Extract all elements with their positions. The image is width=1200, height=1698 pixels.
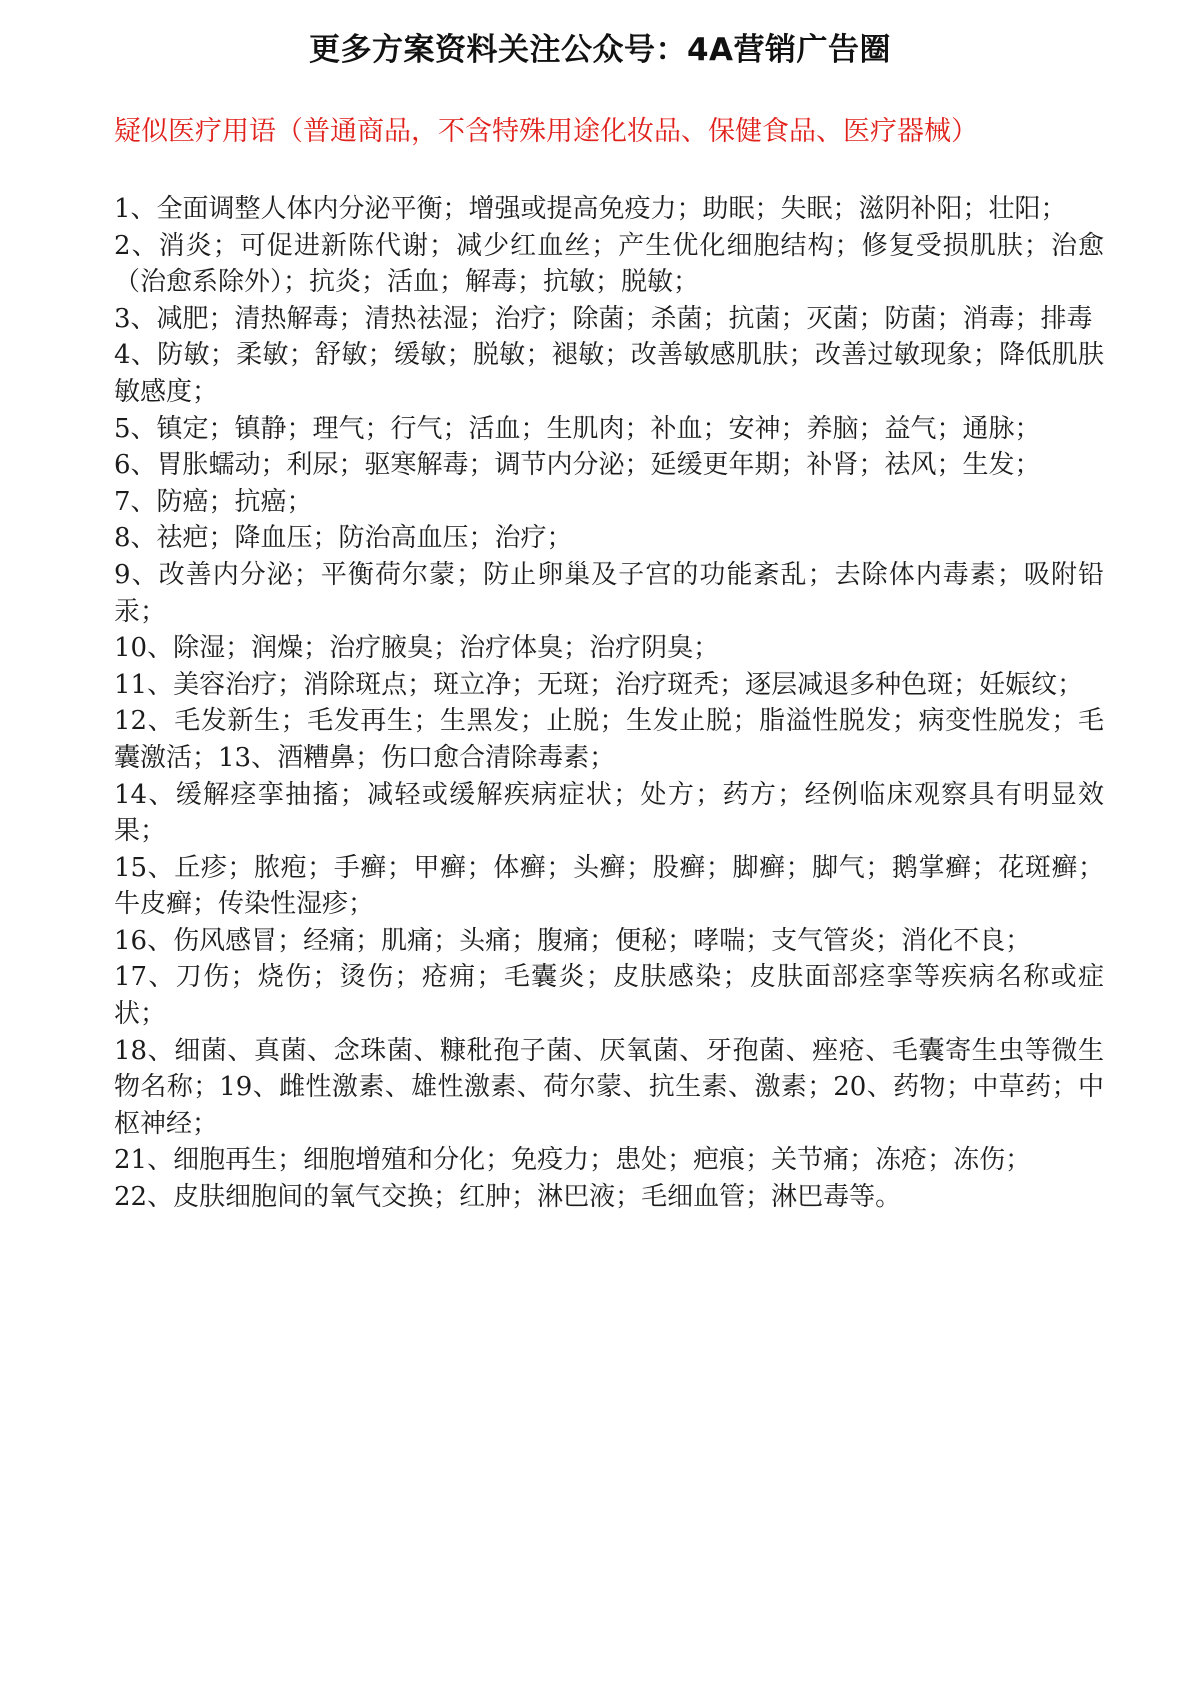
- list-item: 10、除湿；润燥；治疗腋臭；治疗体臭；治疗阴臭；: [114, 633, 720, 664]
- list-item: 9、改善内分泌；平衡荷尔蒙；防止卵巢及子宫的功能紊乱；去除体内毒素；吸附铅汞；: [114, 559, 1104, 627]
- list-item: 1、全面调整人体内分泌平衡；增强或提高免疫力；助眠；失眠；滋阴补阳；壮阳；: [114, 194, 1067, 224]
- list-item: 17、刀伤；烧伤；烫伤；疮痈；毛囊炎；皮肤感染；皮肤面部痉挛等疾病名称或症状；: [114, 962, 1104, 1030]
- list-item: 7、防癌；抗癌；: [114, 486, 313, 517]
- list-item: 6、胃胀蠕动；利尿；驱寒解毒；调节内分泌；延缓更年期；补肾；祛风；生发；: [114, 450, 1041, 481]
- terms-list: [114, 191, 1104, 1216]
- list-item: 21、细胞再生；细胞增殖和分化；免疫力；患处；疤痕；关节痛；冻疮；冻伤；: [114, 1145, 1032, 1176]
- list-item: 3、减肥；清热解毒；清热祛湿；治疗；除菌；杀菌；抗菌；灭菌；防菌；消毒；排毒: [114, 303, 1093, 334]
- list-item: 5、镇定；镇静；理气；行气；活血；生肌肉；补血；安神；养脑；益气；通脉；: [114, 413, 1041, 444]
- list-item: 4、防敏；柔敏；舒敏；缓敏；脱敏；褪敏；改善敏感肌肤；改善过敏现象；降低肌肤敏感度；: [114, 340, 1104, 407]
- list-item: 14、缓解痉挛抽搐；减轻或缓解疾病症状；处方；药方；经例临床观察具有明显效果；: [114, 779, 1104, 847]
- list-item: 2、消炎；可促进新陈代谢；减少红血丝；产生优化细胞结构；修复受损肌肤；治愈（治愈系除外）；抗炎；活血；解毒；抗敏；脱敏；: [114, 230, 1104, 298]
- list-item: 15、丘疹；脓疱；手癣；甲癣；体癣；头癣；股癣；脚癣；脚气；鹅掌癣；花斑癣；牛皮癣；传染性湿疹；: [114, 852, 1104, 920]
- list-item: 12、毛发新生；毛发再生；生黑发；止脱；生发止脱；脂溢性脱发；病变性脱发；毛囊激活；13、酒糟鼻；伤口愈合清除毒素；: [114, 706, 1104, 773]
- list-item: 22、皮肤细胞间的氧气交换；红肿；淋巴液；毛细血管；淋巴毒等。: [114, 1182, 902, 1213]
- section-heading: 疑似医疗用语（普通商品，不含特殊用途化妆品、保健食品、医疗器械）: [114, 116, 978, 147]
- page-title: 更多方案资料关注公众号：4A营销广告圈: [308, 32, 892, 68]
- list-item: 11、美容治疗；消除斑点；斑立净；无斑；治疗斑秃；逐层减退多种色斑；妊娠纹；: [114, 669, 1084, 700]
- list-item: 8、祛疤；降血压；防治高血压；治疗；: [114, 523, 573, 554]
- list-item: 18、细菌、真菌、念珠菌、糠秕孢子菌、厌氧菌、牙孢菌、痤疮、毛囊寄生虫等微生物名称；19、雌性激素、雄性激素、荷尔蒙、抗生素、激素；20、药物；中草药；中枢神经；: [114, 1035, 1104, 1139]
- list-item: 16、伤风感冒；经痛；肌痛；头痛；腹痛；便秘；哮喘；支气管炎；消化不良；: [114, 925, 1032, 956]
